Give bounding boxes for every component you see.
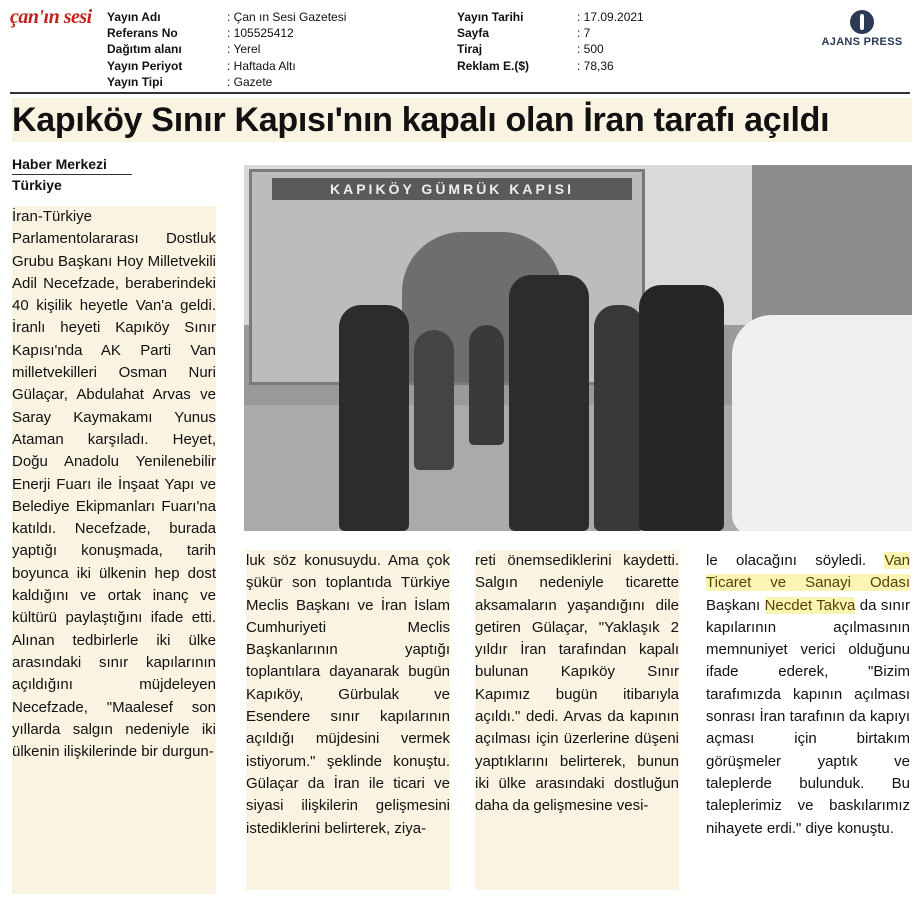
meta-value: : 78,36 (577, 58, 614, 73)
car-image (732, 315, 912, 531)
meta-value: : Haftada Altı (227, 58, 296, 73)
article-headline: Kapıköy Sınır Kapısı'nın kapalı olan İran tarafı açıldı (12, 98, 912, 142)
meta-key: Sayfa (457, 26, 490, 41)
meta-value: : Yerel (227, 42, 261, 57)
publication-info-right (457, 9, 644, 74)
header-divider (10, 92, 910, 94)
publication-info-left (107, 9, 346, 90)
agency-name: AJANS PRESS (821, 36, 903, 48)
highlight-name: Necdet Takva (764, 596, 856, 614)
meta-value: : 105525412 (227, 26, 294, 41)
logo-text: çan'ın sesi (10, 6, 92, 28)
gate-sign: KAPIKÖY GÜMRÜK KAPISI (272, 178, 632, 200)
meta-key: Yayın Tipi (107, 74, 163, 89)
meta-value: : Çan ın Sesi Gazetesi (227, 10, 347, 24)
clipping-header (0, 0, 920, 94)
article-column-2: luk söz konusuydu. Ama çok şükür son toplantıda Türkiye Meclis Başkanı ve İran İslam Cumhuriyeti Meclis Başkanlarının yaptığı toplantılara dayanarak bugün Kapıköy, Gürbulak ve Esendere sınır kapılarının açıldığı müjdesini vermek istiyorum." şeklinde konuştu. Gülaçar da İran ile ticari ve siyasi ilişkilerin gelişmesini istediklerini belirterek, ziya- (246, 550, 450, 890)
meta-value: : Gazete (227, 74, 273, 89)
location: Türkiye (12, 177, 62, 193)
meta-key: Dağıtım alanı (107, 42, 182, 57)
agency-logo (812, 10, 912, 48)
meta-value: : 17.09.2021 (577, 10, 644, 24)
meta-key: Reklam E.($) (457, 58, 530, 73)
article-column-4: le olacağını söyledi. Van Ticaret ve Sanayi Odası Başkanı Necdet Takva da sınır kapılarının açılmasının memnuniyet verici olduğunu ifade ederek, "Bizim tarafımızda kapının açılması sonrası İran tarafının da kapıyı açması için birtakım görüşmeler yaptık ve taleplerde bulunduk. Bu taleplerimiz ve baskılarımız nihayete erdi." diye konuştu. (706, 550, 910, 890)
highlight-chamber: Van Ticaret ve Sanayi Odası (706, 552, 910, 592)
meta-key: Yayın Tarihi (457, 10, 524, 24)
newspaper-logo (10, 6, 102, 44)
article-byline (12, 154, 132, 195)
meta-key: Referans No (107, 26, 178, 41)
article-photo (244, 165, 912, 531)
article-column-1: İran-Türkiye Parlamentolararası Dostluk Grubu Başkanı Hoy Milletvekili Adil Necefzade, beraberindeki 40 kişilik heyetle Van'a geldi. İranlı heyeti Kapıköy Sınır Kapısı'nda AK Parti Van milletvekilleri Osman Nuri Gülaçar, Abdulahat Arvas ve Saray Kaymakamı Yunus Ataman karşıladı. Heyet, Doğu Anadolu Yenilenebilir Enerji Fuarı ile İnşaat Yapı ve Belediye Ekipmanları Fuarı'na katıldı. Necefzade, burada yaptığı konuşmada, tarih boyunca iki ülkenin hep dost kaldığını ve ortak inanç ve kültürü paylaştığını ifade etti. Alınan tedbirlerle iki ülke arasındaki sınır kapılarının açıldığını müjdeleyen Necefzade, "Maalesef son yıllarda salgın nedeniyle iki ülkenin ilişkilerinde bir durgun- (12, 206, 216, 894)
meta-key: Yayın Adı (107, 10, 161, 24)
meta-key: Yayın Periyot (107, 58, 183, 73)
meta-value: : 7 (577, 26, 591, 41)
agency-icon (850, 10, 874, 34)
meta-value: : 500 (577, 42, 604, 57)
author: Haber Merkezi (12, 154, 132, 175)
article-column-3: reti önemsediklerini kaydetti. Salgın nedeniyle ticarette aksamaların yaşandığını dile getiren Gülaçar, "Yaklaşık 2 yıldır İran tarafından kapalı bulunan Kapıköy Sınır Kapımız bugün itibarıyla açıldı." dedi. Arvas da kapının açılması için üzerlerine düşeni yaptıklarını belirterek, bunun iki ülke arasındaki dostluğun daha da gelişmesine vesi- (475, 550, 679, 890)
meta-key: Tiraj (457, 42, 483, 57)
